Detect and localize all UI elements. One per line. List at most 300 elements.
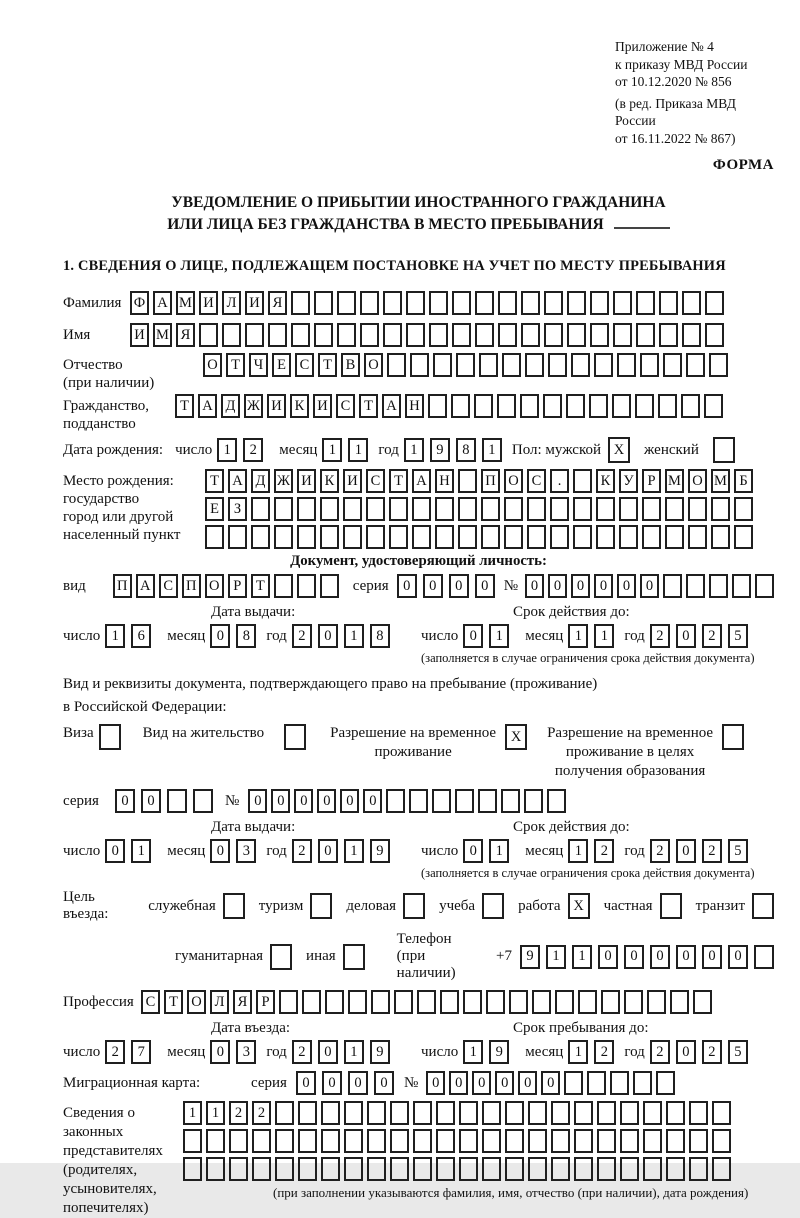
char-cell[interactable]: [298, 1157, 317, 1181]
char-cell[interactable]: 2: [243, 438, 263, 462]
char-cell[interactable]: [435, 497, 454, 521]
char-cell[interactable]: 0: [525, 574, 544, 598]
char-cell[interactable]: 2: [292, 839, 312, 863]
char-cell[interactable]: [343, 497, 362, 521]
char-cell[interactable]: [459, 1129, 478, 1153]
char-cell[interactable]: [573, 525, 592, 549]
char-cell[interactable]: [666, 1101, 685, 1125]
char-cell[interactable]: [665, 525, 684, 549]
char-cell[interactable]: У: [619, 469, 638, 493]
char-cell[interactable]: [394, 990, 413, 1014]
char-cell[interactable]: С: [336, 394, 355, 418]
char-cell[interactable]: [337, 291, 356, 315]
char-cell[interactable]: [497, 394, 516, 418]
char-cell[interactable]: [458, 497, 477, 521]
char-cell[interactable]: И: [343, 469, 362, 493]
char-cell[interactable]: 0: [141, 789, 161, 813]
char-cell[interactable]: [659, 323, 678, 347]
char-cell[interactable]: 2: [650, 624, 670, 648]
char-cell[interactable]: [412, 525, 431, 549]
char-cell[interactable]: [320, 497, 339, 521]
char-cell[interactable]: [436, 1101, 455, 1125]
char-cell[interactable]: [597, 1157, 616, 1181]
char-cell[interactable]: 0: [318, 839, 338, 863]
char-cell[interactable]: С: [141, 990, 160, 1014]
char-cell[interactable]: [367, 1129, 386, 1153]
char-cell[interactable]: [613, 323, 632, 347]
char-cell[interactable]: А: [198, 394, 217, 418]
purpose-transit-checkbox[interactable]: [752, 893, 774, 919]
char-cell[interactable]: 1: [217, 438, 237, 462]
char-cell[interactable]: [343, 525, 362, 549]
char-cell[interactable]: 0: [676, 839, 696, 863]
char-cell[interactable]: 3: [236, 839, 256, 863]
char-cell[interactable]: [658, 394, 677, 418]
char-cell[interactable]: [344, 1157, 363, 1181]
char-cell[interactable]: [666, 1129, 685, 1153]
char-cell[interactable]: 9: [430, 438, 450, 462]
char-cell[interactable]: [594, 353, 613, 377]
char-cell[interactable]: [527, 525, 546, 549]
char-cell[interactable]: [274, 497, 293, 521]
char-cell[interactable]: [498, 291, 517, 315]
char-cell[interactable]: 2: [594, 839, 614, 863]
char-cell[interactable]: [528, 1101, 547, 1125]
char-cell[interactable]: 0: [105, 839, 125, 863]
char-cell[interactable]: [520, 394, 539, 418]
char-cell[interactable]: [509, 990, 528, 1014]
char-cell[interactable]: 0: [495, 1071, 514, 1095]
char-cell[interactable]: [167, 789, 187, 813]
char-cell[interactable]: [640, 353, 659, 377]
char-cell[interactable]: П: [182, 574, 201, 598]
char-cell[interactable]: [590, 291, 609, 315]
char-cell[interactable]: Ф: [130, 291, 149, 315]
char-cell[interactable]: [206, 1129, 225, 1153]
char-cell[interactable]: [205, 525, 224, 549]
char-cell[interactable]: [571, 353, 590, 377]
char-cell[interactable]: [734, 525, 753, 549]
char-cell[interactable]: 0: [115, 789, 135, 813]
purpose-other-checkbox[interactable]: [343, 944, 365, 970]
char-cell[interactable]: [406, 291, 425, 315]
char-cell[interactable]: [321, 1157, 340, 1181]
char-cell[interactable]: 2: [650, 839, 670, 863]
char-cell[interactable]: [274, 574, 293, 598]
char-cell[interactable]: Ж: [274, 469, 293, 493]
char-cell[interactable]: [693, 990, 712, 1014]
char-cell[interactable]: Л: [222, 291, 241, 315]
char-cell[interactable]: [688, 497, 707, 521]
char-cell[interactable]: [505, 1129, 524, 1153]
char-cell[interactable]: Д: [251, 469, 270, 493]
char-cell[interactable]: [643, 1157, 662, 1181]
char-cell[interactable]: [551, 1101, 570, 1125]
char-cell[interactable]: [279, 990, 298, 1014]
char-cell[interactable]: [686, 574, 705, 598]
char-cell[interactable]: [455, 789, 474, 813]
char-cell[interactable]: [409, 789, 428, 813]
char-cell[interactable]: [555, 990, 574, 1014]
char-cell[interactable]: С: [295, 353, 314, 377]
char-cell[interactable]: [665, 497, 684, 521]
char-cell[interactable]: Ж: [244, 394, 263, 418]
char-cell[interactable]: [642, 525, 661, 549]
char-cell[interactable]: 0: [571, 574, 590, 598]
char-cell[interactable]: 1: [546, 945, 566, 969]
char-cell[interactable]: 1: [594, 624, 614, 648]
char-cell[interactable]: [183, 1129, 202, 1153]
char-cell[interactable]: [183, 1157, 202, 1181]
char-cell[interactable]: [574, 1129, 593, 1153]
char-cell[interactable]: [428, 394, 447, 418]
char-cell[interactable]: 9: [489, 1040, 509, 1064]
char-cell[interactable]: 2: [594, 1040, 614, 1064]
char-cell[interactable]: [566, 394, 585, 418]
char-cell[interactable]: [734, 497, 753, 521]
char-cell[interactable]: О: [205, 574, 224, 598]
char-cell[interactable]: [383, 291, 402, 315]
char-cell[interactable]: Я: [176, 323, 195, 347]
char-cell[interactable]: [481, 525, 500, 549]
char-cell[interactable]: Л: [210, 990, 229, 1014]
char-cell[interactable]: [712, 1157, 731, 1181]
char-cell[interactable]: 8: [456, 438, 476, 462]
char-cell[interactable]: 0: [624, 945, 644, 969]
char-cell[interactable]: 2: [292, 1040, 312, 1064]
char-cell[interactable]: 1: [463, 1040, 483, 1064]
char-cell[interactable]: 3: [236, 1040, 256, 1064]
char-cell[interactable]: Т: [251, 574, 270, 598]
char-cell[interactable]: 1: [568, 839, 588, 863]
char-cell[interactable]: [505, 1101, 524, 1125]
char-cell[interactable]: К: [596, 469, 615, 493]
char-cell[interactable]: О: [203, 353, 222, 377]
char-cell[interactable]: 5: [728, 624, 748, 648]
char-cell[interactable]: [619, 497, 638, 521]
char-cell[interactable]: [659, 291, 678, 315]
char-cell[interactable]: [435, 525, 454, 549]
char-cell[interactable]: 1: [572, 945, 592, 969]
char-cell[interactable]: 0: [248, 789, 267, 813]
char-cell[interactable]: [551, 1157, 570, 1181]
char-cell[interactable]: [291, 323, 310, 347]
char-cell[interactable]: 0: [449, 1071, 468, 1095]
char-cell[interactable]: [587, 1071, 606, 1095]
char-cell[interactable]: [574, 1157, 593, 1181]
char-cell[interactable]: [633, 1071, 652, 1095]
char-cell[interactable]: [732, 574, 751, 598]
char-cell[interactable]: [642, 497, 661, 521]
char-cell[interactable]: [321, 1101, 340, 1125]
char-cell[interactable]: [711, 525, 730, 549]
char-cell[interactable]: [413, 1101, 432, 1125]
char-cell[interactable]: 0: [271, 789, 290, 813]
char-cell[interactable]: [366, 525, 385, 549]
char-cell[interactable]: [754, 945, 774, 969]
char-cell[interactable]: Д: [221, 394, 240, 418]
purpose-tourism-checkbox[interactable]: [310, 893, 332, 919]
char-cell[interactable]: 1: [344, 624, 364, 648]
char-cell[interactable]: [252, 1157, 271, 1181]
char-cell[interactable]: 5: [728, 839, 748, 863]
char-cell[interactable]: И: [313, 394, 332, 418]
char-cell[interactable]: [573, 469, 592, 493]
char-cell[interactable]: К: [320, 469, 339, 493]
char-cell[interactable]: [486, 990, 505, 1014]
char-cell[interactable]: 0: [475, 574, 495, 598]
char-cell[interactable]: П: [113, 574, 132, 598]
char-cell[interactable]: 1: [568, 624, 588, 648]
char-cell[interactable]: [314, 323, 333, 347]
char-cell[interactable]: [574, 1101, 593, 1125]
char-cell[interactable]: [440, 990, 459, 1014]
char-cell[interactable]: 7: [131, 1040, 151, 1064]
char-cell[interactable]: .: [550, 469, 569, 493]
char-cell[interactable]: [712, 1129, 731, 1153]
char-cell[interactable]: [525, 353, 544, 377]
char-cell[interactable]: Я: [268, 291, 287, 315]
char-cell[interactable]: Я: [233, 990, 252, 1014]
char-cell[interactable]: [275, 1157, 294, 1181]
char-cell[interactable]: [482, 1157, 501, 1181]
char-cell[interactable]: [521, 291, 540, 315]
char-cell[interactable]: [386, 789, 405, 813]
char-cell[interactable]: [463, 990, 482, 1014]
char-cell[interactable]: [643, 1129, 662, 1153]
char-cell[interactable]: 0: [541, 1071, 560, 1095]
char-cell[interactable]: [348, 990, 367, 1014]
char-cell[interactable]: [663, 353, 682, 377]
char-cell[interactable]: М: [176, 291, 195, 315]
char-cell[interactable]: 1: [568, 1040, 588, 1064]
char-cell[interactable]: С: [527, 469, 546, 493]
char-cell[interactable]: Б: [734, 469, 753, 493]
char-cell[interactable]: [482, 1101, 501, 1125]
char-cell[interactable]: 0: [594, 574, 613, 598]
char-cell[interactable]: [298, 1129, 317, 1153]
temp-residence-edu-checkbox[interactable]: [722, 724, 744, 750]
char-cell[interactable]: 0: [397, 574, 417, 598]
char-cell[interactable]: [524, 789, 543, 813]
char-cell[interactable]: [573, 497, 592, 521]
char-cell[interactable]: 2: [252, 1101, 271, 1125]
char-cell[interactable]: [596, 525, 615, 549]
char-cell[interactable]: 2: [650, 1040, 670, 1064]
char-cell[interactable]: [474, 394, 493, 418]
char-cell[interactable]: [344, 1129, 363, 1153]
char-cell[interactable]: [550, 525, 569, 549]
char-cell[interactable]: С: [159, 574, 178, 598]
char-cell[interactable]: 1: [131, 839, 151, 863]
char-cell[interactable]: 0: [449, 574, 469, 598]
char-cell[interactable]: [228, 525, 247, 549]
char-cell[interactable]: Т: [205, 469, 224, 493]
char-cell[interactable]: [635, 394, 654, 418]
char-cell[interactable]: А: [412, 469, 431, 493]
char-cell[interactable]: [551, 1129, 570, 1153]
char-cell[interactable]: [436, 1157, 455, 1181]
char-cell[interactable]: [389, 497, 408, 521]
char-cell[interactable]: [320, 574, 339, 598]
char-cell[interactable]: [704, 394, 723, 418]
char-cell[interactable]: [597, 1101, 616, 1125]
char-cell[interactable]: [504, 525, 523, 549]
char-cell[interactable]: О: [187, 990, 206, 1014]
char-cell[interactable]: [275, 1101, 294, 1125]
char-cell[interactable]: 0: [426, 1071, 445, 1095]
char-cell[interactable]: 2: [105, 1040, 125, 1064]
char-cell[interactable]: 0: [640, 574, 659, 598]
char-cell[interactable]: [502, 353, 521, 377]
char-cell[interactable]: [681, 394, 700, 418]
char-cell[interactable]: Р: [642, 469, 661, 493]
char-cell[interactable]: [527, 497, 546, 521]
char-cell[interactable]: 0: [296, 1071, 316, 1095]
char-cell[interactable]: [302, 990, 321, 1014]
char-cell[interactable]: Ч: [249, 353, 268, 377]
char-cell[interactable]: [229, 1157, 248, 1181]
char-cell[interactable]: [325, 990, 344, 1014]
char-cell[interactable]: [412, 497, 431, 521]
char-cell[interactable]: 2: [702, 624, 722, 648]
purpose-study-checkbox[interactable]: [482, 893, 504, 919]
char-cell[interactable]: [663, 574, 682, 598]
char-cell[interactable]: Н: [405, 394, 424, 418]
char-cell[interactable]: [429, 291, 448, 315]
char-cell[interactable]: [459, 1157, 478, 1181]
char-cell[interactable]: 0: [340, 789, 359, 813]
char-cell[interactable]: 1: [344, 839, 364, 863]
char-cell[interactable]: 1: [482, 438, 502, 462]
char-cell[interactable]: [222, 323, 241, 347]
char-cell[interactable]: [590, 323, 609, 347]
char-cell[interactable]: 8: [236, 624, 256, 648]
char-cell[interactable]: Р: [256, 990, 275, 1014]
char-cell[interactable]: 0: [317, 789, 336, 813]
char-cell[interactable]: [567, 323, 586, 347]
char-cell[interactable]: Т: [226, 353, 245, 377]
char-cell[interactable]: [567, 291, 586, 315]
char-cell[interactable]: [458, 525, 477, 549]
char-cell[interactable]: [686, 353, 705, 377]
char-cell[interactable]: [390, 1101, 409, 1125]
char-cell[interactable]: [245, 323, 264, 347]
char-cell[interactable]: [532, 990, 551, 1014]
char-cell[interactable]: В: [341, 353, 360, 377]
char-cell[interactable]: 0: [463, 839, 483, 863]
char-cell[interactable]: [620, 1157, 639, 1181]
char-cell[interactable]: [451, 394, 470, 418]
char-cell[interactable]: [601, 990, 620, 1014]
char-cell[interactable]: [498, 323, 517, 347]
char-cell[interactable]: [452, 291, 471, 315]
char-cell[interactable]: И: [130, 323, 149, 347]
char-cell[interactable]: [478, 789, 497, 813]
char-cell[interactable]: М: [711, 469, 730, 493]
char-cell[interactable]: [367, 1101, 386, 1125]
char-cell[interactable]: 0: [518, 1071, 537, 1095]
char-cell[interactable]: [199, 323, 218, 347]
char-cell[interactable]: 0: [363, 789, 382, 813]
char-cell[interactable]: [689, 1129, 708, 1153]
char-cell[interactable]: [501, 789, 520, 813]
char-cell[interactable]: [613, 291, 632, 315]
char-cell[interactable]: И: [267, 394, 286, 418]
char-cell[interactable]: [459, 1101, 478, 1125]
char-cell[interactable]: [432, 789, 451, 813]
char-cell[interactable]: 1: [183, 1101, 202, 1125]
char-cell[interactable]: 0: [728, 945, 748, 969]
char-cell[interactable]: [755, 574, 774, 598]
char-cell[interactable]: [521, 323, 540, 347]
visa-checkbox[interactable]: [99, 724, 121, 750]
char-cell[interactable]: [387, 353, 406, 377]
char-cell[interactable]: [543, 394, 562, 418]
char-cell[interactable]: [436, 1129, 455, 1153]
char-cell[interactable]: [589, 394, 608, 418]
char-cell[interactable]: [193, 789, 213, 813]
char-cell[interactable]: [321, 1129, 340, 1153]
char-cell[interactable]: [366, 497, 385, 521]
char-cell[interactable]: О: [504, 469, 523, 493]
char-cell[interactable]: [390, 1129, 409, 1153]
char-cell[interactable]: 0: [598, 945, 618, 969]
char-cell[interactable]: 0: [318, 1040, 338, 1064]
char-cell[interactable]: [344, 1101, 363, 1125]
char-cell[interactable]: [360, 323, 379, 347]
char-cell[interactable]: О: [364, 353, 383, 377]
char-cell[interactable]: [274, 525, 293, 549]
purpose-official-checkbox[interactable]: [223, 893, 245, 919]
char-cell[interactable]: [636, 323, 655, 347]
char-cell[interactable]: [610, 1071, 629, 1095]
char-cell[interactable]: [429, 323, 448, 347]
char-cell[interactable]: 2: [292, 624, 312, 648]
char-cell[interactable]: И: [297, 469, 316, 493]
char-cell[interactable]: [505, 1157, 524, 1181]
char-cell[interactable]: 0: [463, 624, 483, 648]
char-cell[interactable]: [390, 1157, 409, 1181]
char-cell[interactable]: 0: [472, 1071, 491, 1095]
char-cell[interactable]: [548, 353, 567, 377]
char-cell[interactable]: К: [290, 394, 309, 418]
char-cell[interactable]: [291, 291, 310, 315]
char-cell[interactable]: 0: [210, 624, 230, 648]
char-cell[interactable]: [620, 1101, 639, 1125]
char-cell[interactable]: 9: [520, 945, 540, 969]
char-cell[interactable]: [406, 323, 425, 347]
char-cell[interactable]: [314, 291, 333, 315]
char-cell[interactable]: З: [228, 497, 247, 521]
sex-male-checkbox[interactable]: X: [608, 437, 630, 463]
purpose-private-checkbox[interactable]: [660, 893, 682, 919]
char-cell[interactable]: Т: [164, 990, 183, 1014]
char-cell[interactable]: 9: [370, 839, 390, 863]
char-cell[interactable]: 0: [210, 839, 230, 863]
char-cell[interactable]: 0: [676, 1040, 696, 1064]
char-cell[interactable]: 1: [344, 1040, 364, 1064]
char-cell[interactable]: П: [481, 469, 500, 493]
char-cell[interactable]: [458, 469, 477, 493]
char-cell[interactable]: [433, 353, 452, 377]
char-cell[interactable]: 0: [676, 945, 696, 969]
char-cell[interactable]: [624, 990, 643, 1014]
char-cell[interactable]: 0: [294, 789, 313, 813]
char-cell[interactable]: 0: [676, 624, 696, 648]
char-cell[interactable]: [689, 1101, 708, 1125]
char-cell[interactable]: 0: [210, 1040, 230, 1064]
